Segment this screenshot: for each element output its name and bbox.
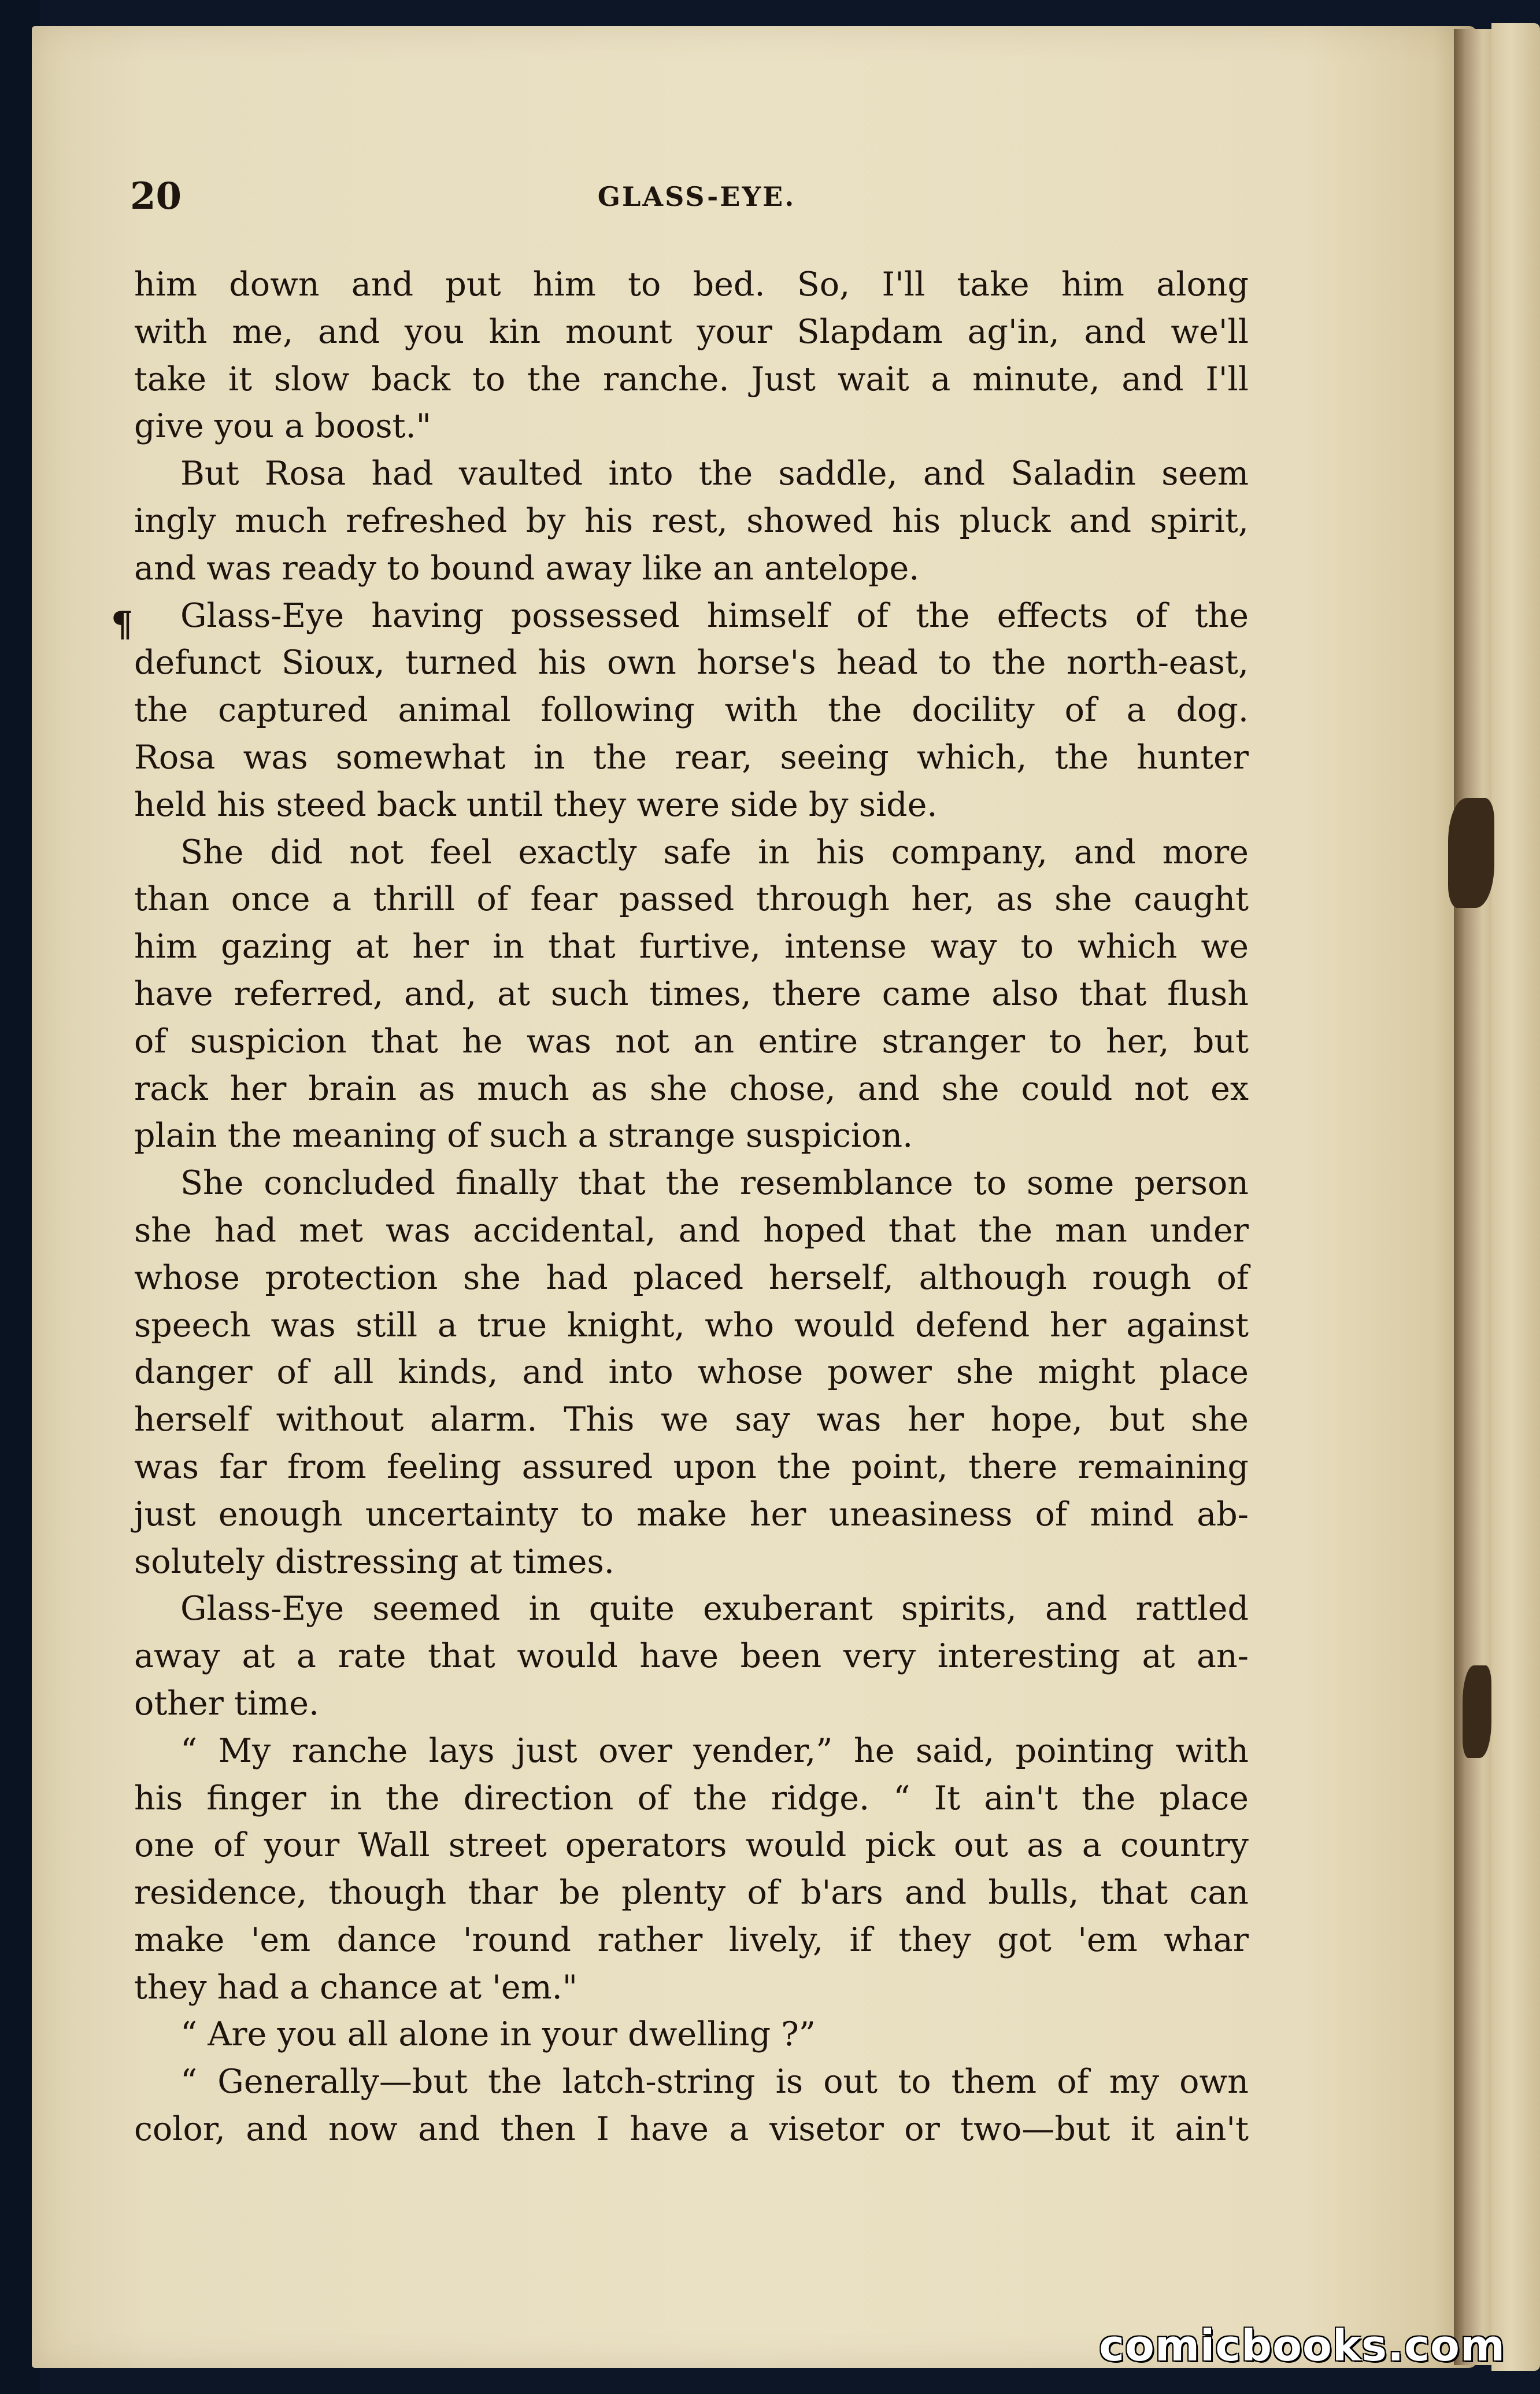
- text-line: Glass-Eye having possessed himself of the effects of the: [180, 596, 1249, 635]
- text-line: She did not feel exactly safe in his company, and more: [180, 833, 1249, 871]
- text-line: plain the meaning of such a strange suspicion.: [134, 1117, 913, 1155]
- facing-page-edge: [1491, 23, 1540, 2371]
- text-line: “ Are you all alone in your dwelling ?”: [180, 2015, 816, 2054]
- text-line: held his steed back until they were side by side.: [134, 785, 938, 824]
- text-line: color, and now and then I have a visetor or two—but it ain't: [134, 2110, 1249, 2149]
- text-line: of suspicion that he was not an entire stranger to her, but: [134, 1022, 1249, 1061]
- paragraph-mark-icon: ¶: [111, 604, 134, 645]
- text-line: the captured animal following with the docility of a dog.: [134, 691, 1249, 730]
- text-line: whose protection she had placed herself, although rough of: [134, 1258, 1249, 1297]
- text-line: “ My ranche lays just over yender,” he said, pointing with: [180, 1731, 1249, 1770]
- text-line: him down and put him to bed. So, I'll take him along: [134, 265, 1249, 304]
- text-line: was far from feeling assured upon the point, there remaining: [134, 1447, 1249, 1486]
- text-line: one of your Wall street operators would pick out as a country: [134, 1826, 1249, 1865]
- text-line: have referred, and, at such times, there came also that flush: [134, 974, 1249, 1013]
- text-line: she had met was accidental, and hoped that the man under: [134, 1211, 1249, 1250]
- text-line: and was ready to bound away like an antelope.: [134, 549, 920, 588]
- text-line: defunct Sioux, turned his own horse's head to the north-east,: [134, 644, 1249, 682]
- text-line: residence, though thar be plenty of b'ars and bulls, that can: [134, 1874, 1249, 1912]
- text-line: him gazing at her in that furtive, intense way to which we: [134, 928, 1249, 966]
- text-line: with me, and you kin mount your Slapdam ag'in, and we'll: [134, 312, 1249, 351]
- text-line: take it slow back to the ranche. Just wait a minute, and I'll: [134, 360, 1249, 398]
- binding-tear: [1463, 1665, 1491, 1758]
- running-head: GLASS-EYE.: [597, 181, 796, 212]
- text-line: just enough uncertainty to make her uneasiness of mind ab-: [134, 1495, 1249, 1534]
- text-line: herself without alarm. This we say was her hope, but she: [134, 1401, 1249, 1439]
- page-header: [130, 173, 1263, 220]
- text-line: other time.: [134, 1684, 320, 1723]
- text-line: away at a rate that would have been very interesting at an-: [134, 1637, 1249, 1676]
- text-line: they had a chance at 'em.": [134, 1968, 578, 2007]
- text-line: danger of all kinds, and into whose power she might place: [134, 1353, 1249, 1392]
- text-line: his finger in the direction of the ridge. “ It ain't the place: [134, 1779, 1249, 1817]
- body-text: [134, 261, 1249, 2153]
- text-line: ingly much refreshed by his rest, showed his pluck and spirit,: [134, 501, 1249, 540]
- text-line: Rosa was somewhat in the rear, seeing which, the hunter: [134, 738, 1249, 777]
- page-number: 20: [130, 175, 182, 218]
- text-line: She concluded finally that the resemblance to some person: [180, 1164, 1249, 1203]
- text-line: solutely distressing at times.: [134, 1542, 614, 1581]
- text-line: Glass-Eye seemed in quite exuberant spirits, and rattled: [180, 1590, 1249, 1628]
- text-line: give you a boost.": [134, 407, 431, 446]
- site-watermark: comicbooks.com: [1099, 2321, 1505, 2371]
- binding-tear: [1448, 798, 1494, 908]
- text-line: make 'em dance 'round rather lively, if they got 'em whar: [134, 1920, 1249, 1959]
- text-line: “ Generally—but the latch-string is out to them of my own: [180, 2063, 1249, 2101]
- text-line: speech was still a true knight, who would defend her against: [134, 1306, 1249, 1344]
- text-line: But Rosa had vaulted into the saddle, and Saladin seem: [180, 455, 1249, 493]
- text-line: than once a thrill of fear passed through her, as she caught: [134, 880, 1249, 919]
- text-line: rack her brain as much as she chose, and she could not ex: [134, 1069, 1249, 1108]
